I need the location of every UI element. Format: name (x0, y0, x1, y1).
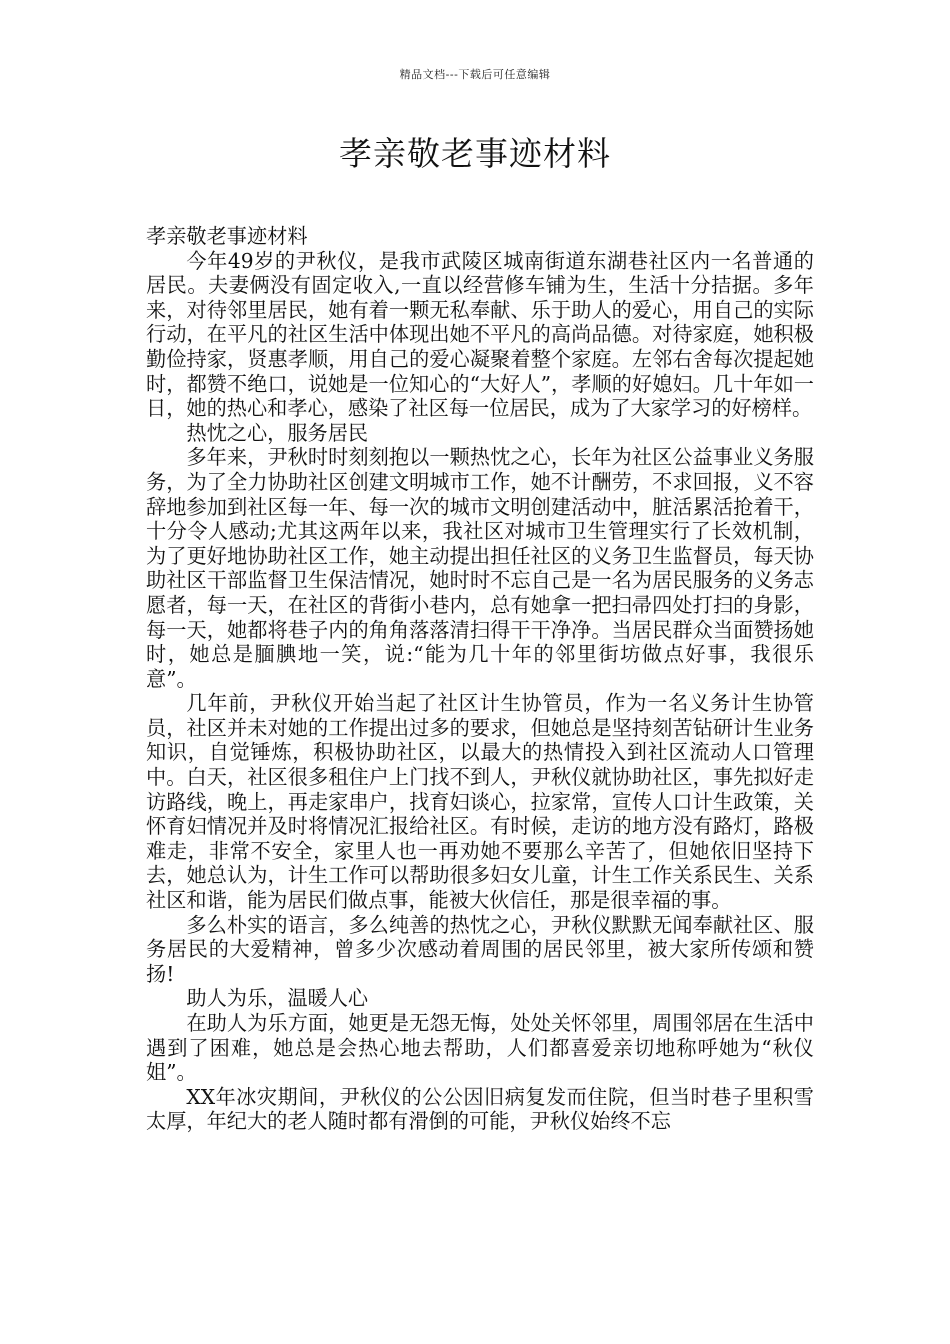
page-header-note: 精品文档---下载后可任意编辑 (399, 68, 551, 81)
document-title: 孝亲敬老事迹材料 (339, 134, 611, 173)
body-paragraph-1: 今年49岁的尹秋仪，是我市武陵区城南街道东湖巷社区内一名普通的居民。夫妻俩没有固定收入,一直以经营修车铺为生，生活十分拮据。多年来，对待邻里居民，她有着一颗无私奉献、乐于助人的爱心，用自己的实际行动，在平凡的社区生活中体现出她不平凡的高尚品德。对待家庭，她积极勤俭持家，贤惠孝顺，用自己的爱心凝聚着整个家庭。左邻右舍每次提起她时，都赞不绝口，说她是一位知心的“大好人”，孝顺的好媳妇。几十年如一日，她的热心和孝心，感染了社区每一位居民，成为了大家学习的好榜样。 (146, 248, 814, 421)
body-paragraph-0: 孝亲敬老事迹材料 (146, 224, 308, 248)
body-paragraph-4: 几年前，尹秋仪开始当起了社区计生协管员，作为一名义务计生协管员，社区并未对她的工作提出过多的要求，但她总是坚持刻苦钻研计生业务知识，自觉锤炼，积极协助社区，以最大的热情投入到社区流动人口管理中。白天，社区很多租住户上门找不到人，尹秋仪就协助社区，事先拟好走访路线，晚上，再走家串户，找育妇谈心，拉家常，宣传人口计生政策，关怀育妇情况并及时将情况汇报给社区。有时候，走访的地方没有路灯，路极难走，非常不安全，家里人也一再劝她不要那么辛苦了，但她依旧坚持下去，她总认为，计生工作可以帮助很多妇女儿童，计生工作关系民生、关系社区和谐，能为居民们做点事，能被大伙信任，那是很幸福的事。 (146, 691, 814, 913)
section-heading-1: 热忱之心，服务居民 (186, 420, 369, 445)
body-paragraph-7: 在助人为乐方面，她更是无怨无悔，处处关怀邻里，周围邻居在生活中遇到了困难，她总是会热心地去帮助，人们都喜爱亲切地称呼她为“秋仪姐”。 (146, 1011, 814, 1085)
body-paragraph-3: 多年来，尹秋时时刻刻抱以一颗热忱之心，长年为社区公益事业义务服务，为了全力协助社区创建文明城市工作，她不计酬劳，不求回报，义不容辞地参加到社区每一年、每一次的城市文明创建活动中，脏活累活抢着干，十分令人感动;尤其这两年以来，我社区对城市卫生管理实行了长效机制，为了更好地协助社区工作，她主动提出担任社区的义务卫生监督员，每天协助社区干部监督卫生保洁情况，她时时不忘自己是一名为居民服务的义务志愿者，每一天，在社区的背街小巷内，总有她拿一把扫帚四处打扫的身影，每一天，她都将巷子内的角角落落清扫得干干净净。当居民群众当面赞扬她时，她总是腼腆地一笑，说:“能为几十年的邻里街坊做点好事，我很乐意”。 (146, 445, 814, 691)
body-paragraph-8: XX年冰灾期间，尹秋仪的公公因旧病复发而住院，但当时巷子里积雪太厚，年纪大的老人随时都有滑倒的可能，尹秋仪始终不忘 (146, 1084, 814, 1134)
document-body (146, 224, 814, 1134)
body-paragraph-5: 多么朴实的语言，多么纯善的热忱之心，尹秋仪默默无闻奉献社区、服务居民的大爱精神，曾多少次感动着周围的居民邻里，被大家所传颂和赞扬! (146, 912, 814, 986)
section-heading-2: 助人为乐，温暖人心 (186, 986, 369, 1011)
